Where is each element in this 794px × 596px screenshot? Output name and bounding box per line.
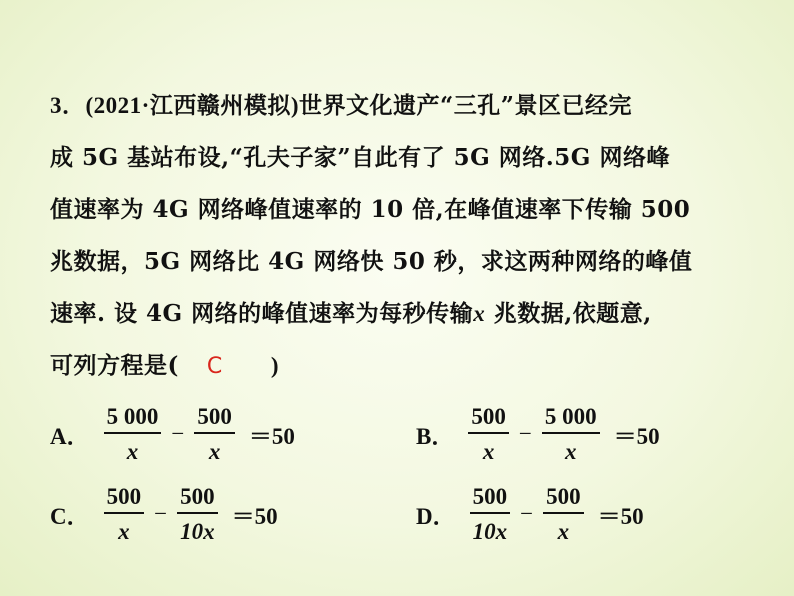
problem-line-6: 可列方程是( C ) (50, 344, 750, 396)
minus-sign: − (518, 421, 532, 446)
option-a[interactable] (50, 405, 295, 463)
problem-line-5: 速率. 设 4G 网络的峰值速率为每秒传输x 兆数据,依题意, (50, 300, 652, 327)
fraction-1: $\frac{5 000}{x}$ (104, 405, 162, 463)
fraction-2: $\frac{500}{x}$ (194, 405, 235, 463)
problem-source: (2021·江西赣州模拟) (85, 93, 300, 119)
fraction-2: $\frac{5 000}{x}$ (542, 405, 600, 463)
answer-slot (179, 344, 271, 389)
problem-line-2: 成 5G 基站布设,“孔夫子家”自此有了 5G 网络.5G 网络峰 (50, 144, 670, 171)
variable-x: x (473, 301, 486, 326)
equals-rhs: ＝50 (597, 503, 644, 529)
option-c[interactable] (50, 485, 278, 543)
option-letter: B． (416, 423, 455, 449)
minus-sign: − (520, 501, 534, 526)
problem-line-4: 兆数据，5G 网络比 4G 网络快 50 秒，求这两种网络的峰值 (50, 248, 693, 275)
equals-rhs: ＝50 (231, 503, 278, 529)
fraction-2: $\frac{500}{10x}$ (177, 485, 218, 543)
fraction-1: $\frac{500}{x}$ (104, 485, 145, 543)
fraction-2: $\frac{500}{x}$ (543, 485, 584, 543)
option-d[interactable] (416, 485, 644, 543)
problem-number: 3． (50, 93, 86, 118)
answer-letter: C (206, 354, 223, 379)
option-letter: D． (416, 503, 456, 529)
equals-rhs: ＝50 (613, 423, 660, 449)
option-b[interactable] (416, 405, 660, 463)
minus-sign: − (154, 501, 168, 526)
option-letter: C． (50, 503, 90, 529)
equals-rhs: ＝50 (248, 423, 295, 449)
fraction-1: $\frac{500}{x}$ (468, 405, 509, 463)
option-letter: A． (50, 423, 90, 449)
problem-line-3: 值速率为 4G 网络峰值速率的 10 倍,在峰值速率下传输 500 (50, 196, 691, 223)
fraction-1: $\frac{500}{10x}$ (470, 485, 511, 543)
problem-line-1: 3．(2021·江西赣州模拟)世界文化遗产“三孔”景区已经完 (50, 92, 632, 119)
minus-sign: − (171, 421, 185, 446)
problem-statement (50, 84, 750, 396)
source-region: 江西赣州模拟 (149, 93, 291, 119)
